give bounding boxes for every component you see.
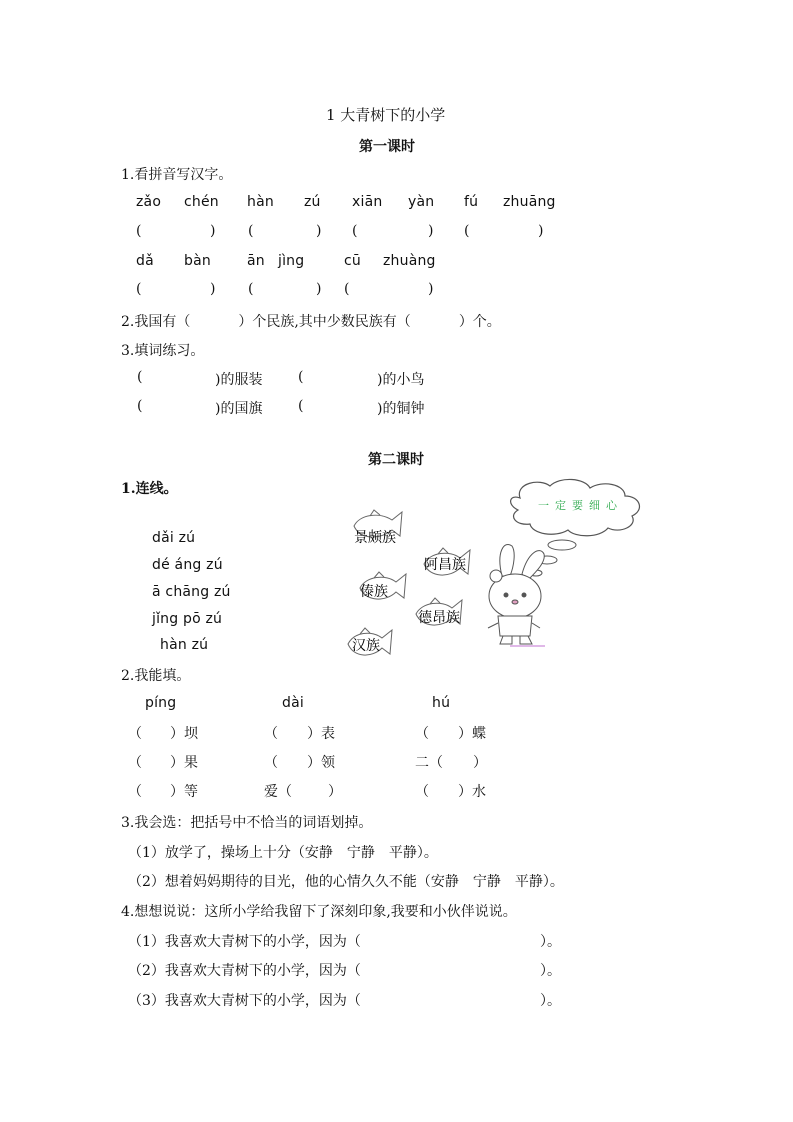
cloud-text: 一定要细心 <box>538 499 623 512</box>
question-2-part-2: ）个民族,其中少数民族有（ <box>238 314 411 330</box>
answer-blank-close: ) <box>210 223 216 239</box>
say-prefix: （2）我喜欢大青树下的小学，因为（ <box>128 963 361 979</box>
fish-card[interactable] <box>354 510 402 546</box>
answer-blank-open[interactable]: ( <box>464 223 470 239</box>
connect-pinyin[interactable]: jǐng pō zú <box>152 611 223 627</box>
answer-blank-open[interactable]: ( <box>248 281 254 297</box>
connect-pinyin[interactable]: dé áng zú <box>152 557 223 573</box>
say-suffix: ）。 <box>540 934 561 950</box>
answer-blank-open[interactable]: ( <box>344 281 350 297</box>
blank-open[interactable]: （ <box>128 726 142 742</box>
column-pinyin: píng <box>145 695 177 711</box>
blank-open[interactable]: （ <box>264 726 278 742</box>
say-prefix: （3）我喜欢大青树下的小学，因为（ <box>128 993 361 1009</box>
fish-card[interactable] <box>360 572 406 600</box>
connect-pinyin[interactable]: dǎi zú <box>152 530 196 546</box>
fish-label: 汉族 <box>352 638 380 654</box>
answer-blank-open[interactable]: ( <box>136 223 142 239</box>
say-suffix: ）。 <box>540 963 561 979</box>
pinyin: bàn <box>184 253 211 269</box>
question-2-part-1: 2.我国有（ <box>121 314 191 330</box>
pinyin: dǎ <box>136 253 154 269</box>
fill-suffix: ）领 <box>307 755 335 771</box>
fill-suffix: ）表 <box>307 726 335 742</box>
choose-item[interactable]: （2）想着妈妈期待的目光，他的心情久久不能（安静 宁静 平静）。 <box>128 874 564 890</box>
pinyin: xiān <box>352 194 383 210</box>
pinyin: cū <box>344 253 361 269</box>
section-heading-1: 第一课时 <box>359 139 415 155</box>
fill-suffix: ） <box>473 755 487 771</box>
pinyin: chén <box>184 194 219 210</box>
pinyin: hàn <box>247 194 274 210</box>
column-pinyin: dài <box>282 695 304 711</box>
connect-pinyin[interactable]: hàn zú <box>160 637 209 653</box>
question-say-label: 4.想想说说：这所小学给我留下了深刻印象,我要和小伙伴说说。 <box>121 904 517 920</box>
answer-blank-close: ) <box>428 223 434 239</box>
fish-label: 傣族 <box>360 584 388 600</box>
blank-open[interactable]: （ <box>264 755 278 771</box>
answer-blank-open[interactable]: ( <box>136 281 142 297</box>
fish-label: 德昂族 <box>418 610 460 626</box>
blank-open-paren[interactable]: ( <box>137 398 143 414</box>
choose-item[interactable]: （1）放学了，操场上十分（安静 宁静 平静）。 <box>128 845 438 861</box>
page-title: 1 大青树下的小学 <box>326 106 446 124</box>
bunny-icon <box>488 544 545 646</box>
answer-blank-close: ) <box>210 281 216 297</box>
column-pinyin: hú <box>432 695 451 711</box>
pinyin: zhuāng <box>503 194 556 210</box>
pinyin: ān <box>247 253 265 269</box>
say-suffix: ）。 <box>540 993 561 1009</box>
pinyin: zhuàng <box>383 253 436 269</box>
pinyin: yàn <box>408 194 435 210</box>
fish-label: 景颇族 <box>354 530 396 546</box>
fill-suffix: ）果 <box>170 755 198 771</box>
fill-word-item: )的服装 <box>215 372 263 388</box>
answer-blank-close: ) <box>316 281 322 297</box>
blank-open[interactable]: 二（ <box>415 755 443 771</box>
question-fill-label: 2.我能填。 <box>121 668 191 684</box>
fill-word-item: )的小鸟 <box>377 372 425 388</box>
question-2 <box>121 311 501 331</box>
blank-open-paren[interactable]: ( <box>298 398 304 414</box>
answer-blank-close: ) <box>316 223 322 239</box>
fill-suffix: ）蝶 <box>458 726 486 742</box>
pinyin: jìng <box>278 253 305 269</box>
fill-word-item: )的铜钟 <box>377 401 425 417</box>
blank-open[interactable]: （ <box>128 784 142 800</box>
answer-blank-close: ) <box>538 223 544 239</box>
pinyin: zǎo <box>136 194 162 210</box>
connect-pinyin[interactable]: ā chāng zú <box>152 584 231 600</box>
fish-label: 阿昌族 <box>424 557 466 573</box>
connect-label: 1.连线。 <box>121 481 178 497</box>
connect-illustration <box>340 478 680 678</box>
question-2-part-3: ）个。 <box>458 314 501 330</box>
fill-suffix: ） <box>328 784 342 800</box>
fish-card[interactable] <box>348 628 392 655</box>
fill-word-item: )的国旗 <box>215 401 263 417</box>
fill-suffix: ）等 <box>170 784 198 800</box>
question-choose-label: 3.我会选：把括号中不恰当的词语划掉。 <box>121 815 373 831</box>
answer-blank-open[interactable]: ( <box>248 223 254 239</box>
pinyin: zú <box>304 194 321 210</box>
blank-open[interactable]: 爱（ <box>264 784 292 800</box>
blank-open[interactable]: （ <box>415 784 429 800</box>
question-3-label: 3.填词练习。 <box>121 343 205 359</box>
blank-open-paren[interactable]: ( <box>137 369 143 385</box>
pinyin: fú <box>464 194 479 210</box>
fill-suffix: ）水 <box>458 784 486 800</box>
blank-open[interactable]: （ <box>415 726 429 742</box>
question-1-label: 1.看拼音写汉字。 <box>121 167 233 183</box>
answer-blank-open[interactable]: ( <box>352 223 358 239</box>
section-heading-2: 第二课时 <box>368 452 424 468</box>
say-prefix: （1）我喜欢大青树下的小学，因为（ <box>128 934 361 950</box>
fill-suffix: ）坝 <box>170 726 198 742</box>
answer-blank-close: ) <box>428 281 434 297</box>
fish-card[interactable] <box>416 598 462 626</box>
blank-open-paren[interactable]: ( <box>298 369 304 385</box>
fish-card[interactable] <box>424 548 470 575</box>
blank-open[interactable]: （ <box>128 755 142 771</box>
